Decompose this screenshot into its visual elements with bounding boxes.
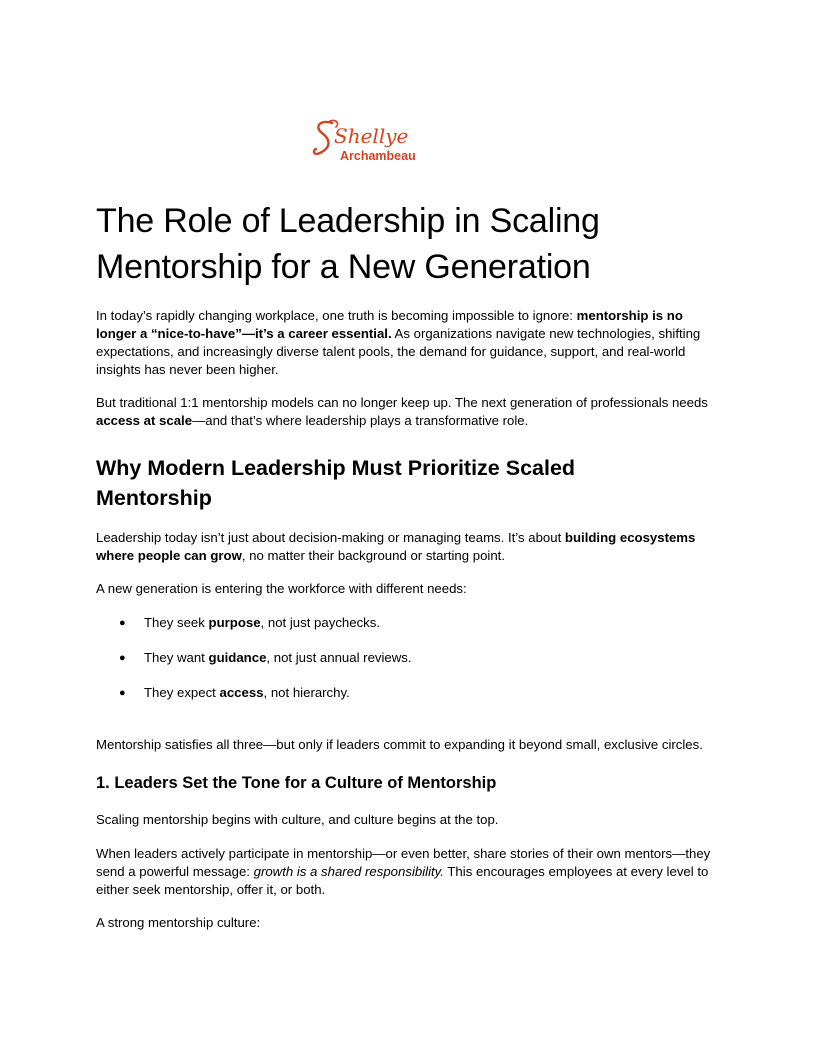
intro-paragraph-1 — [96, 307, 722, 379]
section2-paragraph-2 — [96, 845, 722, 899]
section2-paragraph-1: Scaling mentorship begins with culture, and culture begins at the top. — [96, 812, 499, 827]
list-item-text-c: , not just paychecks. — [260, 615, 381, 630]
logo-graphic — [310, 113, 440, 171]
list-item-emphasis: guidance — [208, 650, 267, 665]
intro-paragraph-2 — [96, 394, 722, 430]
section2-paragraph-3: A strong mentorship culture: — [96, 915, 261, 930]
list-item-text-a: They seek — [144, 615, 209, 630]
list-item — [119, 614, 381, 632]
brand-logo — [310, 113, 440, 171]
page-title: The Role of Leadership in Scaling Mentorship for a New Generation — [96, 202, 600, 286]
intro-p1-emphasis: mentorship is no longer a “nice-to-have”—it’s a career essential. — [96, 308, 683, 341]
intro-p1-text-a: In today’s rapidly changing workplace, one truth is becoming impossible to ignore: — [96, 308, 577, 323]
section1-p1-emphasis: building ecosystems where people can grow — [96, 530, 696, 563]
list-item-text-a: They expect — [144, 685, 220, 700]
list-item-emphasis: purpose — [208, 615, 261, 630]
section1-p1-text-a: Leadership today isn’t just about decision-making or managing teams. It’s about — [96, 530, 565, 545]
section2-p2-text-a: When leaders actively participate in mentorship—or even better, share stories of their own mentors—they send a powerful message: — [96, 846, 711, 879]
intro-p1-text-c: As organizations navigate new technologies, shifting expectations, and increasingly diverse talent pools, the demand for guidance, support, and real-world insights has never been higher. — [96, 326, 701, 377]
intro-p2-text-c: —and that’s where leadership plays a transformative role. — [192, 413, 529, 428]
list-item-text-a: They want — [144, 650, 209, 665]
intro-p2-emphasis: access at scale — [96, 413, 193, 428]
bullet-icon: ● — [119, 652, 126, 664]
list-item — [119, 649, 412, 667]
section-heading-why: Why Modern Leadership Must Prioritize Scaled Mentorship — [96, 456, 576, 510]
section1-paragraph-3: Mentorship satisfies all three—but only if leaders commit to expanding it beyond small, exclusive circles. — [96, 737, 703, 752]
logo-name-text: Archambeau — [340, 149, 416, 163]
logo-script-text: Shellye — [334, 124, 409, 148]
list-item-text-c: , not hierarchy. — [263, 685, 350, 700]
section2-p2-emphasis: growth is a shared responsibility. — [253, 864, 444, 879]
section1-paragraph-1 — [96, 529, 722, 565]
bullet-icon: ● — [119, 617, 126, 629]
list-item — [119, 684, 350, 702]
section-heading-culture: 1. Leaders Set the Tone for a Culture of Mentorship — [96, 774, 497, 792]
section1-p1-text-c: , no matter their background or starting point. — [241, 548, 506, 563]
section2-p2-text-c: This encourages employees at every level to either seek mentorship, offer it, or both. — [96, 864, 709, 897]
list-item-emphasis: access — [219, 685, 264, 700]
bullet-icon: ● — [119, 687, 126, 699]
list-item-text-c: , not just annual reviews. — [266, 650, 412, 665]
intro-p2-text-a: But traditional 1:1 mentorship models can no longer keep up. The next generation of professionals needs — [96, 395, 708, 410]
section1-paragraph-2: A new generation is entering the workforce with different needs: — [96, 581, 467, 596]
